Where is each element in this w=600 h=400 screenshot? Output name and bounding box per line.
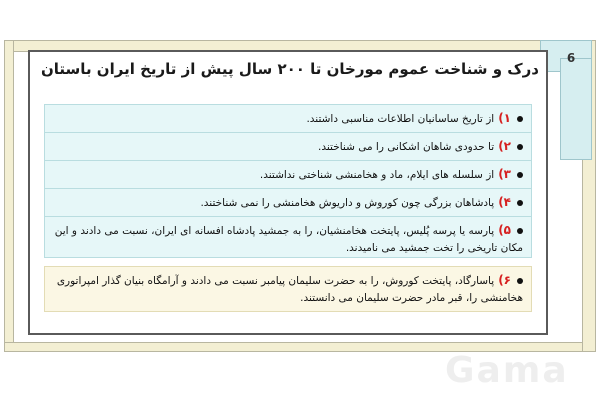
list-item (44, 132, 532, 161)
list-item (44, 104, 532, 133)
item-text: پارسه یا پرسه پُلیس، پایتخت هخامنشیان، را به جمشید پادشاه افسانه ای ایران، نسبت می دادند و این مکان تاریخی را تخت جمشید می نامیدند. (54, 225, 523, 254)
item-text: پاسارگاد، پایتخت کوروش، را به حضرت سلیمان پیامبر نسبت می دادند و آرامگاه بنیان گذار امپراتوری هخامنشی را، قبر مادر حضرت سلیمان می دانستند. (56, 275, 523, 304)
item-number: ۳) (498, 167, 511, 181)
bullet-icon (517, 116, 523, 122)
slide-title: درک و شناخت عموم مورخان تا ۲۰۰ سال پیش از تاریخ ایران باستان (41, 60, 539, 78)
item-number: ۱) (498, 111, 511, 125)
frame-left-band (4, 40, 14, 352)
item-number: ۴) (498, 195, 511, 209)
item-number: ۶) (498, 273, 511, 287)
item-text: تا حدودی شاهان اشکانی را می شناختند. (318, 141, 495, 153)
item-text: از تاریخ ساسانیان اطلاعات مناسبی داشتند. (306, 113, 495, 125)
page-number: 6 (566, 51, 576, 65)
item-number: ۲) (498, 139, 511, 153)
item-text: پادشاهان بزرگی چون کوروش و داریوش هخامنشی را نمی شناختند. (200, 197, 495, 209)
frame-teal-right (560, 58, 592, 160)
item-text: از سلسله های ایلام، ماد و هخامنشی شناختی نداشتند. (259, 169, 495, 181)
bullet-icon (517, 200, 523, 206)
bullet-icon (517, 172, 523, 178)
list-item (44, 266, 532, 312)
list-item (44, 216, 532, 258)
item-number: ۵) (498, 223, 511, 237)
bullet-icon (517, 144, 523, 150)
bullet-icon (517, 228, 523, 234)
watermark-logo: Gama (445, 350, 569, 391)
list-item (44, 160, 532, 189)
bullet-icon (517, 278, 523, 284)
list-item (44, 188, 532, 217)
